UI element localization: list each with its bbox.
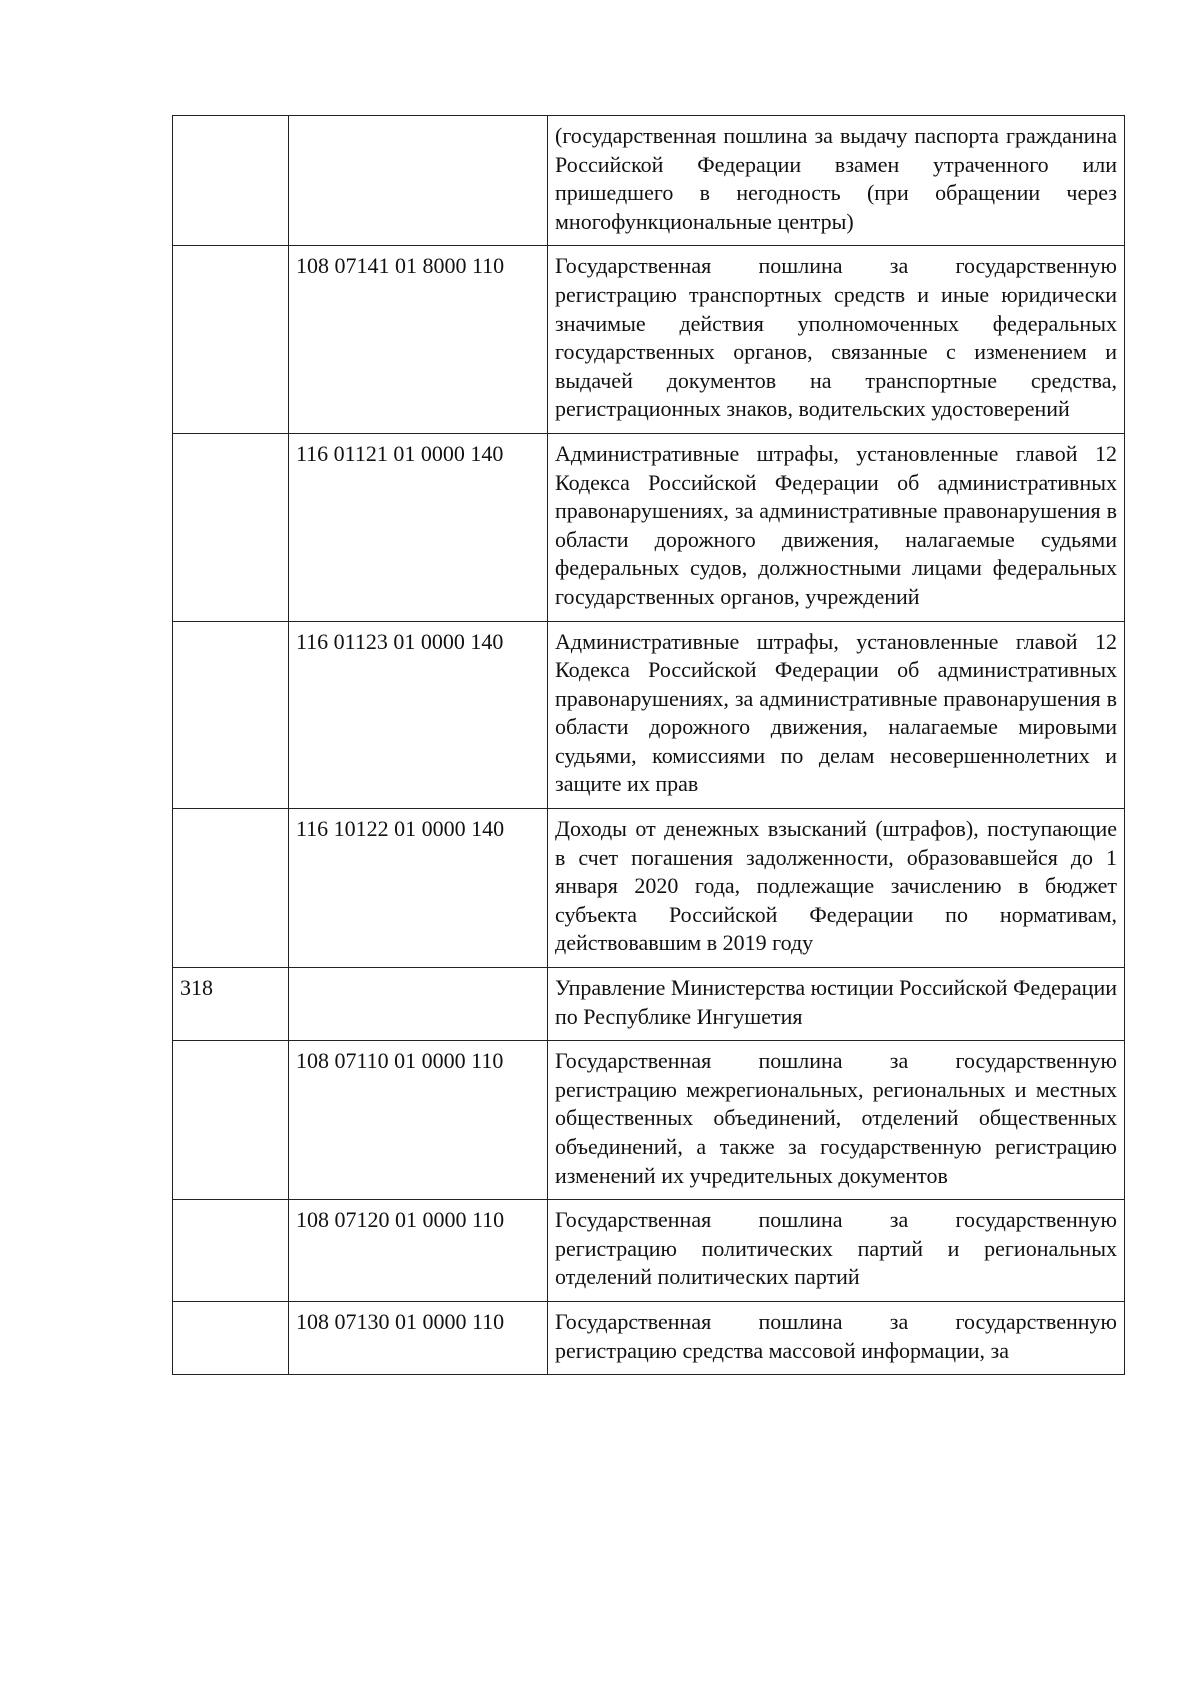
revenue-description-cell: Управление Министерства юстиции Российской Федерации по Республике Ингушетия <box>548 968 1125 1041</box>
administrator-code-cell <box>173 1200 289 1302</box>
revenue-description-cell: Доходы от денежных взысканий (штрафов), поступающие в счет погашения задолженности, образовавшейся до 1 января 2020 года, подлежащие зачислению в бюджет субъекта Российской Федерации по нормативам, действовавшим в 2019 году <box>548 809 1125 968</box>
table-row <box>173 968 1125 1041</box>
budget-classification-code-cell: 116 01121 01 0000 140 <box>289 433 548 621</box>
administrator-code-cell <box>173 809 289 968</box>
administrator-code-cell <box>173 246 289 434</box>
table-row <box>173 433 1125 621</box>
table-row <box>173 1041 1125 1200</box>
budget-classification-code-cell: 116 10122 01 0000 140 <box>289 809 548 968</box>
budget-classification-code-cell <box>289 968 548 1041</box>
table-row <box>173 809 1125 968</box>
revenue-description-cell: Государственная пошлина за государственную регистрацию транспортных средств и иные юридически значимые действия уполномоченных федеральных государственных органов, связанные с изменением и выдачей документов на транспортные средства, регистрационных знаков, водительских удостоверений <box>548 246 1125 434</box>
budget-classification-code-cell <box>289 116 548 246</box>
budget-classification-code-cell: 116 01123 01 0000 140 <box>289 621 548 809</box>
administrator-code-cell <box>173 116 289 246</box>
revenue-description-cell: Государственная пошлина за государственную регистрацию политических партий и региональных отделений политических партий <box>548 1200 1125 1302</box>
budget-classification-code-cell: 108 07141 01 8000 110 <box>289 246 548 434</box>
revenue-description-cell: Государственная пошлина за государственную регистрацию межрегиональных, региональных и местных общественных объединений, отделений общественных объединений, а также за государственную регистрацию изменений их учредительных документов <box>548 1041 1125 1200</box>
revenue-description-cell: Государственная пошлина за государственную регистрацию средства массовой информации, за <box>548 1301 1125 1374</box>
administrator-code-cell <box>173 621 289 809</box>
table-row <box>173 116 1125 246</box>
revenue-description-cell: (государственная пошлина за выдачу паспорта гражданина Российской Федерации взамен утраченного или пришедшего в негодность (при обращении через многофункциональные центры) <box>548 116 1125 246</box>
revenue-description-cell: Административные штрафы, установленные главой 12 Кодекса Российской Федерации об административных правонарушениях, за административные правонарушения в области дорожного движения, налагаемые судьями федеральных судов, должностными лицами федеральных государственных органов, учреждений <box>548 433 1125 621</box>
table-row <box>173 246 1125 434</box>
administrator-code-cell: 318 <box>173 968 289 1041</box>
table-row <box>173 621 1125 809</box>
administrator-code-cell <box>173 433 289 621</box>
budget-classification-code-cell: 108 07130 01 0000 110 <box>289 1301 548 1374</box>
budget-classification-code-cell: 108 07110 01 0000 110 <box>289 1041 548 1200</box>
administrator-code-cell <box>173 1041 289 1200</box>
revenue-description-cell: Административные штрафы, установленные главой 12 Кодекса Российской Федерации об административных правонарушениях, за административные правонарушения в области дорожного движения, налагаемые мировыми судьями, комиссиями по делам несовершеннолетних и защите их прав <box>548 621 1125 809</box>
table-row <box>173 1200 1125 1302</box>
revenue-codes-table <box>172 115 1125 1375</box>
budget-classification-code-cell: 108 07120 01 0000 110 <box>289 1200 548 1302</box>
table-row <box>173 1301 1125 1374</box>
administrator-code-cell <box>173 1301 289 1374</box>
